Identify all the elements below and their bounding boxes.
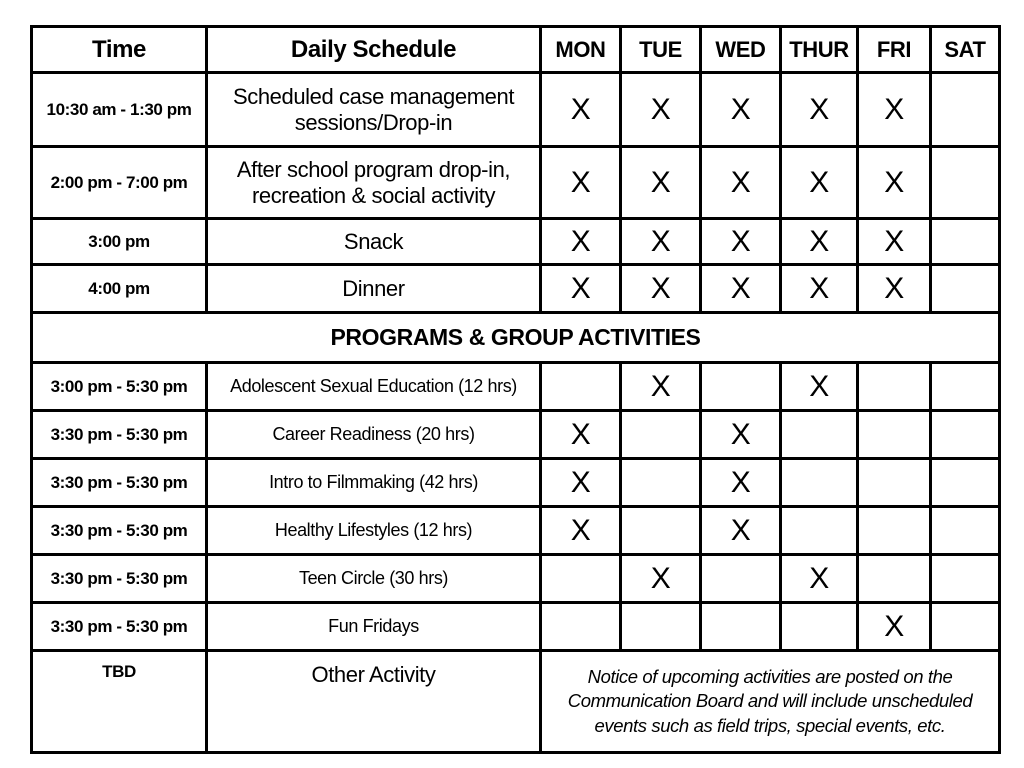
time-cell-tbd: TBD: [32, 651, 207, 753]
table-row: [32, 73, 1000, 147]
time-cell: 3:00 pm: [32, 219, 207, 265]
mark-cell-tue: X: [621, 219, 701, 265]
mark-cell-tue: [621, 459, 701, 507]
mark-cell-tue: X: [621, 363, 701, 411]
time-cell: 3:30 pm - 5:30 pm: [32, 507, 207, 555]
table-row: [32, 411, 1000, 459]
mark-cell-thur: X: [781, 219, 858, 265]
mark-cell-sat: [931, 459, 1000, 507]
mark-cell-thur: X: [781, 73, 858, 147]
mark-cell-sat: [931, 73, 1000, 147]
table-row: [32, 219, 1000, 265]
mark-cell-mon: [541, 555, 621, 603]
time-cell: 2:00 pm - 7:00 pm: [32, 147, 207, 219]
table-row: [32, 265, 1000, 313]
mark-cell-mon: X: [541, 147, 621, 219]
mark-cell-tue: [621, 507, 701, 555]
time-cell: 3:30 pm - 5:30 pm: [32, 555, 207, 603]
time-cell: 10:30 am - 1:30 pm: [32, 73, 207, 147]
column-header-tue: TUE: [621, 27, 701, 73]
mark-cell-sat: [931, 147, 1000, 219]
mark-cell-wed: [701, 363, 781, 411]
mark-cell-thur: X: [781, 555, 858, 603]
column-header-daily-schedule: Daily Schedule: [207, 27, 541, 73]
mark-cell-fri: X: [858, 147, 931, 219]
time-cell: 4:00 pm: [32, 265, 207, 313]
mark-cell-thur: [781, 459, 858, 507]
mark-cell-tue: X: [621, 73, 701, 147]
column-header-sat: SAT: [931, 27, 1000, 73]
activity-cell: Healthy Lifestyles (12 hrs): [207, 507, 541, 555]
mark-cell-wed: X: [701, 265, 781, 313]
mark-cell-sat: [931, 363, 1000, 411]
mark-cell-sat: [931, 411, 1000, 459]
mark-cell-wed: X: [701, 459, 781, 507]
mark-cell-mon: [541, 363, 621, 411]
time-cell: 3:30 pm - 5:30 pm: [32, 411, 207, 459]
mark-cell-sat: [931, 265, 1000, 313]
activity-cell: Dinner: [207, 265, 541, 313]
mark-cell-tue: X: [621, 147, 701, 219]
header-row: [32, 27, 1000, 73]
table-row: [32, 147, 1000, 219]
table-row: [32, 507, 1000, 555]
mark-cell-wed: [701, 555, 781, 603]
column-header-wed: WED: [701, 27, 781, 73]
mark-cell-mon: X: [541, 507, 621, 555]
mark-cell-thur: [781, 507, 858, 555]
mark-cell-fri: X: [858, 73, 931, 147]
mark-cell-wed: X: [701, 411, 781, 459]
mark-cell-wed: X: [701, 147, 781, 219]
activity-cell: Snack: [207, 219, 541, 265]
mark-cell-mon: X: [541, 265, 621, 313]
column-header-thur: THUR: [781, 27, 858, 73]
mark-cell-mon: X: [541, 219, 621, 265]
mark-cell-fri: [858, 507, 931, 555]
weekly-schedule-table: [30, 25, 1001, 754]
activity-cell: Teen Circle (30 hrs): [207, 555, 541, 603]
section-header: PROGRAMS & GROUP ACTIVITIES: [32, 313, 1000, 363]
mark-cell-mon: X: [541, 459, 621, 507]
mark-cell-thur: [781, 603, 858, 651]
mark-cell-mon: X: [541, 411, 621, 459]
time-cell: 3:00 pm - 5:30 pm: [32, 363, 207, 411]
mark-cell-thur: X: [781, 363, 858, 411]
mark-cell-fri: [858, 411, 931, 459]
mark-cell-sat: [931, 507, 1000, 555]
mark-cell-mon: [541, 603, 621, 651]
mark-cell-thur: X: [781, 265, 858, 313]
section-header-row: [32, 313, 1000, 363]
mark-cell-tue: [621, 411, 701, 459]
table-row: [32, 555, 1000, 603]
mark-cell-thur: X: [781, 147, 858, 219]
mark-cell-wed: X: [701, 219, 781, 265]
mark-cell-sat: [931, 603, 1000, 651]
mark-cell-thur: [781, 411, 858, 459]
mark-cell-fri: [858, 555, 931, 603]
activity-cell: After school program drop-in, recreation & social activity: [207, 147, 541, 219]
table-row: [32, 363, 1000, 411]
table-row: [32, 603, 1000, 651]
activity-cell-other: Other Activity: [207, 651, 541, 753]
mark-cell-wed: X: [701, 73, 781, 147]
mark-cell-wed: X: [701, 507, 781, 555]
mark-cell-fri: X: [858, 603, 931, 651]
mark-cell-mon: X: [541, 73, 621, 147]
activity-cell: Adolescent Sexual Education (12 hrs): [207, 363, 541, 411]
activity-cell: Career Readiness (20 hrs): [207, 411, 541, 459]
mark-cell-tue: X: [621, 555, 701, 603]
mark-cell-sat: [931, 219, 1000, 265]
mark-cell-fri: X: [858, 219, 931, 265]
table-row: [32, 459, 1000, 507]
mark-cell-wed: [701, 603, 781, 651]
column-header-time: Time: [32, 27, 207, 73]
footer-row: [32, 651, 1000, 753]
activity-cell: Scheduled case management sessions/Drop-in: [207, 73, 541, 147]
column-header-mon: MON: [541, 27, 621, 73]
mark-cell-sat: [931, 555, 1000, 603]
mark-cell-fri: [858, 363, 931, 411]
activity-cell: Fun Fridays: [207, 603, 541, 651]
mark-cell-fri: X: [858, 265, 931, 313]
mark-cell-tue: X: [621, 265, 701, 313]
time-cell: 3:30 pm - 5:30 pm: [32, 603, 207, 651]
mark-cell-fri: [858, 459, 931, 507]
notice-text: Notice of upcoming activities are posted on the Communication Board and will include unscheduled events such as field trips, special events, etc.: [541, 651, 1000, 753]
mark-cell-tue: [621, 603, 701, 651]
time-cell: 3:30 pm - 5:30 pm: [32, 459, 207, 507]
column-header-fri: FRI: [858, 27, 931, 73]
activity-cell: Intro to Filmmaking (42 hrs): [207, 459, 541, 507]
